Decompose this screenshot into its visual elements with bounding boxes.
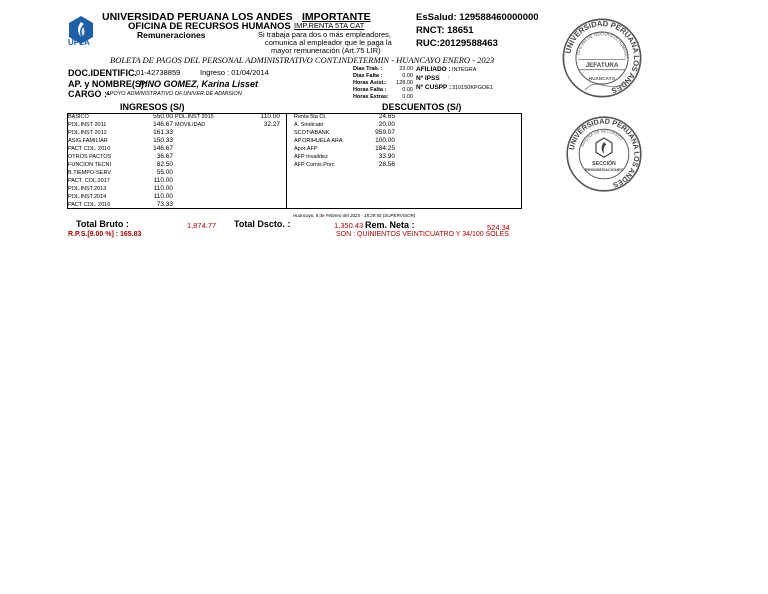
- important-subtitle: IMP.RENTA 5TA CAT: [294, 21, 365, 30]
- total-dscto-value: 1,350.43: [334, 221, 364, 230]
- ingreso-label: OTROS PACTOS: [68, 154, 112, 160]
- ingreso-value: 550.00: [153, 113, 173, 120]
- ingreso-value: 110.00: [153, 177, 173, 184]
- stamp-center-text: SECCIÓN: [592, 161, 616, 168]
- university-name: UNIVERSIDAD PERUANA LOS ANDES: [102, 11, 293, 23]
- ingreso-value: 110.00: [153, 185, 173, 192]
- essalud-number: EsSalud: 129588460000000: [416, 12, 539, 23]
- ingreso-label: POL.INST 2015: [175, 114, 214, 120]
- rps-value: R.P.S.[9.00 %] : 165.83: [68, 231, 142, 238]
- ingreso-label: B.TIEMPO-SERV: [68, 170, 111, 176]
- stamp-center-text: JEFATURA: [585, 62, 619, 70]
- ingreso-value: 36.67: [156, 153, 173, 160]
- ruc-number: RUC:20129588463: [416, 38, 498, 49]
- important-line: mayor remuneración (Art.75 LIR): [271, 46, 381, 55]
- hire-date: Ingreso : 01/04/2014: [200, 68, 269, 77]
- ingreso-label: FUNCION TECNI: [68, 162, 111, 168]
- descuento-label: AFP Invalidez: [294, 154, 328, 160]
- descuento-value: 28.56: [378, 161, 395, 168]
- employee-name: PINO GOMEZ, Karina Lisset: [139, 79, 259, 89]
- ingreso-value: 110.00: [260, 113, 280, 120]
- rem-neta-value: 524.34: [487, 223, 510, 232]
- days-value: 0.00: [402, 87, 413, 93]
- ingreso-value: 146.67: [153, 121, 173, 128]
- seccion-stamp-icon: [563, 114, 645, 194]
- rem-neta-label: Rem. Neta :: [365, 220, 415, 230]
- total-bruto-label: Total Bruto :: [76, 219, 129, 229]
- ingreso-label: MOVILIDAD: [175, 122, 206, 128]
- descuento-label: A. Sindicato: [294, 122, 324, 128]
- cuspp-label: Nº CUSPP :: [416, 84, 452, 91]
- ingreso-value: 150.33: [153, 137, 173, 144]
- descuento-label: SCOTIABANK: [294, 130, 330, 136]
- table-divider: [286, 113, 287, 209]
- important-line: Si trabaja para dos o más empleadores,: [258, 30, 391, 39]
- stamp-ring-text: UNIVERSIDAD PERUANA LOS ANDES: [563, 18, 641, 96]
- ingresos-title: INGRESOS (S/): [120, 102, 185, 112]
- department-name: Remuneraciones: [137, 30, 206, 40]
- descuento-value: 100.00: [375, 137, 395, 144]
- cuspp-value: 310150KPGOE1: [452, 85, 493, 91]
- jefatura-stamp-icon: [560, 16, 644, 100]
- descuento-label: AFP Comis.Porc: [294, 162, 335, 168]
- descuento-value: 959.07: [375, 129, 395, 136]
- position-value: APOYO ADMINISTRATIVO OF.UNIVER.DE ADMISION: [106, 91, 242, 97]
- days-label: Dias Trab. :: [353, 66, 383, 72]
- descuento-label: AP.ORIHUELA ARA: [294, 138, 343, 144]
- stamp-ring-text: UNIVERSIDAD PERUANA LOS ANDES: [566, 116, 642, 190]
- ingreso-label: ASIG.FAMILIAR: [68, 138, 108, 144]
- ingreso-label: POL.INST 2011: [68, 122, 107, 128]
- days-value: 128.00: [396, 80, 413, 86]
- stamp-inner-text: OFICINA DE RECURSOS: [579, 128, 625, 148]
- name-label: AP. y NOMBRE(S):: [68, 79, 147, 89]
- afiliado-label: AFILIADO :: [416, 66, 451, 73]
- days-label: Horas Extras:: [353, 94, 389, 100]
- important-title: IMPORTANTE: [302, 11, 371, 23]
- ipss-label: Nº IPSS: [416, 75, 440, 82]
- document-title: BOLETA DE PAGOS DEL PERSONAL ADMINISTRATIVO CONT.INDETERMIN - HUANCAYO ENERO - 2023: [110, 55, 495, 65]
- logo-text: UPLA: [68, 38, 90, 47]
- descuento-value: 184.25: [375, 145, 395, 152]
- ingreso-label: PACT COL. 2010: [68, 146, 111, 152]
- amount-in-words: SON : QUINIENTOS VEINTICUATRO Y 34/100 SOLES: [336, 231, 509, 238]
- ingreso-value: 32.27: [263, 121, 280, 128]
- ingreso-label: PACT. COL.2017: [68, 178, 110, 184]
- days-value: 0.00: [402, 94, 413, 100]
- descuento-value: 33.90: [378, 153, 395, 160]
- total-bruto-value: 1,874.77: [187, 221, 217, 230]
- ingreso-value: 82.50: [156, 161, 173, 168]
- position-label: CARGO :-: [68, 89, 110, 99]
- descuento-label: Apor.AFP: [294, 146, 318, 152]
- days-value: 23.00: [399, 66, 413, 72]
- ingreso-label: POL.INST.2013: [68, 186, 107, 192]
- stamp-bottom-text: HUANCAYO: [588, 75, 616, 81]
- ingreso-label: BASICO: [68, 114, 89, 120]
- ingreso-value: 73.33: [156, 201, 173, 208]
- ingreso-label: POL.INST 2012: [68, 130, 107, 136]
- issue-location-date: Huancayo, 8 de Febrero del 2023 - 15:29:55 (SUPERVISOR): [293, 213, 416, 218]
- descuento-value: 20.00: [378, 121, 395, 128]
- important-line: comunica al empleador que le paga la: [265, 38, 392, 47]
- total-dscto-label: Total Dscto. :: [234, 219, 291, 229]
- ingreso-value: 110.00: [153, 193, 173, 200]
- doc-id-label: DOC.IDENTIFIC.: [68, 68, 137, 78]
- days-label: Dias Falta :: [353, 73, 383, 79]
- days-label: Horas Asist.:: [353, 80, 387, 86]
- rnct-number: RNCT: 18651: [416, 25, 474, 36]
- descuento-value: 24.65: [378, 113, 395, 120]
- ingreso-label: POL.INST.2014: [68, 194, 107, 200]
- ingreso-value: 161.33: [153, 129, 173, 136]
- stamp-inner-text: OFICINA DE RECURSOS HUMANO: [575, 31, 629, 59]
- days-value: 0.00: [402, 73, 413, 79]
- afiliado-value: INTEGRA: [452, 67, 477, 73]
- doc-id-value: :01-42738859: [134, 68, 181, 77]
- descuento-label: Renta 5ta Ct.: [294, 114, 327, 120]
- ipss-value: :: [448, 75, 450, 81]
- days-label: Horas Falta :: [353, 87, 387, 93]
- office-name: OFICINA DE RECURSOS HUMANOS: [128, 21, 291, 32]
- ingreso-value: 146.67: [153, 145, 173, 152]
- ingreso-label: PACT COL. 2016: [68, 202, 111, 208]
- stamp-center-text: REMUNERACIONES: [584, 166, 624, 172]
- descuentos-title: DESCUENTOS (S/): [382, 102, 462, 112]
- ingreso-value: 55.00: [156, 169, 173, 176]
